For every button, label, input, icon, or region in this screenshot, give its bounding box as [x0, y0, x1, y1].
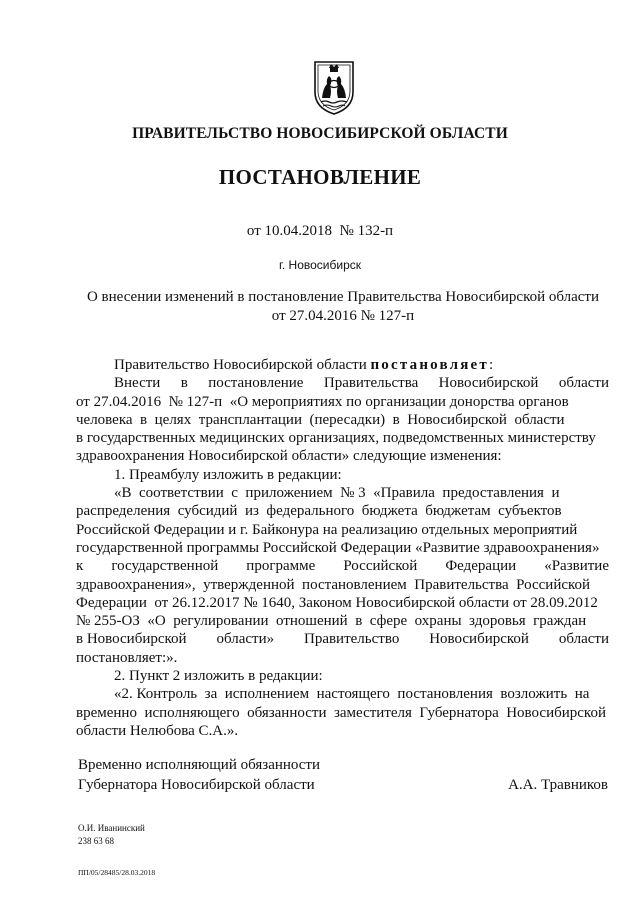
- body-line: от 27.04.2016 № 127-п «О мероприятиях по организации донорства органов: [76, 393, 569, 410]
- document-subject: [78, 288, 608, 326]
- body-line: здравоохранения Новосибирской области» следующие изменения:: [76, 448, 502, 465]
- intro-colon: :: [488, 357, 494, 373]
- date-number-line: [0, 223, 640, 240]
- government-name: ПРАВИТЕЛЬСТВО НОВОСИБИРСКОЙ ОБЛАСТИ: [132, 125, 508, 142]
- item-heading: 1. Преамбулу изложить в редакции:: [114, 466, 342, 483]
- novosibirsk-coat-of-arms-icon: [313, 58, 355, 116]
- item-heading: 2. Пункт 2 изложить в редакции:: [114, 668, 323, 685]
- body-line: государственной программы Российской Федерации «Развитие здравоохранения»: [76, 539, 600, 556]
- body-line: человека в целях трансплантации (пересадки) в Новосибирской области: [76, 411, 565, 428]
- body-line: «В соответствии с приложением № 3 «Правила предоставления и: [114, 485, 560, 502]
- body-line: временно исполняющего обязанности заместителя Губернатора Новосибирской: [76, 704, 606, 721]
- body-line: распределения субсидий из федерального бюджета бюджетам субъектов: [76, 503, 562, 520]
- body-line: Российской Федерации и г. Байконура на реализацию отдельных мероприятий: [76, 521, 578, 538]
- word: Внести: [114, 375, 161, 392]
- body-line: [76, 374, 609, 392]
- word: в Новосибирской: [76, 631, 187, 648]
- word: к: [76, 558, 84, 575]
- city: г. Новосибирск: [278, 258, 362, 272]
- executor-info: [78, 822, 145, 847]
- word: программе: [246, 558, 316, 575]
- word: области: [558, 375, 609, 392]
- word: Правительство: [303, 631, 400, 648]
- word: Правительства: [323, 375, 419, 392]
- subject-line: О внесении изменений в постановление Правительства Новосибирской области: [86, 289, 600, 305]
- signatory-title: Временно исполняющий обязанности: [78, 757, 321, 773]
- word: Федерации: [445, 558, 517, 575]
- body-line: [76, 630, 609, 648]
- word: области»: [216, 631, 275, 648]
- intro-text: Правительство Новосибирской области: [114, 357, 371, 373]
- intro-verb: постановляет: [370, 357, 489, 373]
- executor-phone: 238 63 68: [78, 835, 114, 846]
- signatory-name: А.А. Травников: [508, 776, 608, 793]
- signatory-title: Губернатора Новосибирской области: [78, 776, 315, 793]
- subject-line: от 27.04.2016 № 127-п: [271, 308, 415, 324]
- word: государственной: [111, 558, 219, 575]
- word: Новосибирской: [438, 375, 539, 392]
- body-line: области Нелюбова С.А.».: [76, 722, 239, 739]
- body-line: постановляет:».: [76, 649, 178, 666]
- body-line: «2. Контроль за исполнением настоящего постановления возложить на: [114, 686, 590, 703]
- date-prefix: от: [246, 223, 261, 239]
- word: «Развитие: [544, 558, 609, 575]
- word: постановление: [208, 375, 304, 392]
- word: Российской: [343, 558, 418, 575]
- word: области: [558, 631, 609, 648]
- word: в: [180, 375, 188, 392]
- number-sign: №: [339, 223, 354, 239]
- body-line: здравоохранения», утвержденной постановлением Правительства Российской: [76, 576, 591, 593]
- word: Новосибирской: [429, 631, 529, 648]
- signature-row: [78, 776, 608, 796]
- body-line: № 255-ОЗ «О регулировании отношений в сфере охраны здоровья граждан: [76, 613, 587, 630]
- body-line: Федерации от 26.12.2017 № 1640, Законом Новосибирской области от 28.09.2012: [76, 594, 598, 611]
- body-line: в государственных медицинских организациях, подведомственных министерству: [76, 430, 596, 447]
- document-type: ПОСТАНОВЛЕНИЕ: [218, 165, 422, 189]
- executor-name: О.И. Иванинский: [78, 823, 145, 833]
- body-line: [76, 557, 609, 575]
- document-code: ПП/05/28485/28.03.2018: [78, 868, 156, 877]
- document-body: [76, 356, 609, 740]
- document-number: 132-п: [357, 223, 394, 239]
- signature-block: [78, 756, 608, 795]
- intro-line: [76, 356, 609, 374]
- document-date: 10.04.2018: [264, 223, 332, 239]
